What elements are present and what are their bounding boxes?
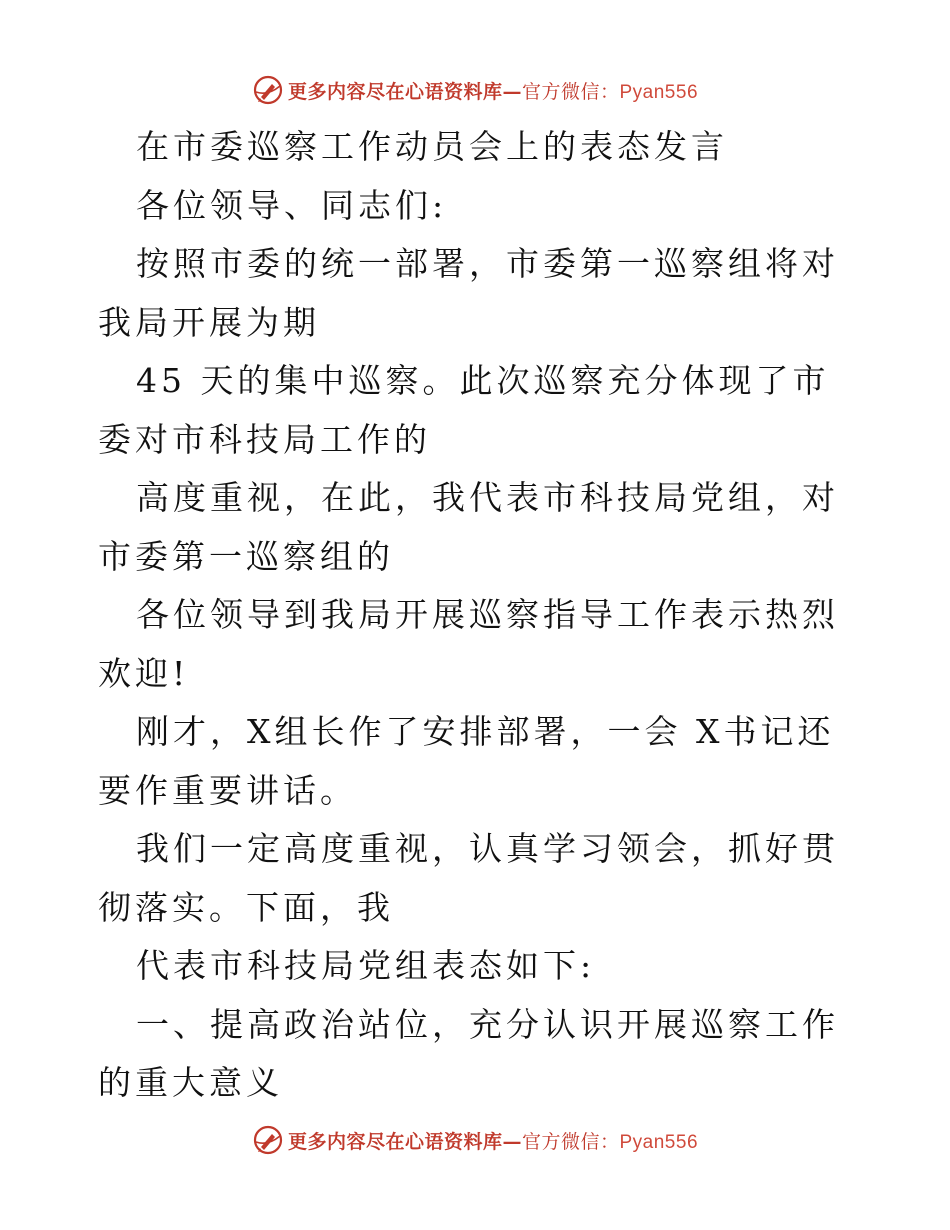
salutation: 各位领导、同志们: xyxy=(136,185,448,225)
header-banner-wechat: 官方微信： xyxy=(521,80,620,103)
pen-logo-icon xyxy=(252,1124,284,1156)
pen-logo-icon xyxy=(252,74,284,106)
paragraph: 高度重视，在此，我代表市科技局党组，对市委第一巡察组的 xyxy=(98,478,839,576)
paragraph: 我们一定高度重视，认真学习领会，抓好贯彻落实。下面，我 xyxy=(98,829,839,927)
footer-banner-wechat: 官方微信： xyxy=(521,1130,620,1153)
paragraph: 代表市科技局党组表态如下: xyxy=(136,946,596,985)
paragraph: 按照市委的统一部署，市委第一巡察组将对我局开展为期 xyxy=(98,244,839,342)
footer-banner-main: 更多内容尽在心语资料库 xyxy=(287,1130,503,1153)
document-title: 在市委巡察工作动员会上的表态发言 xyxy=(136,127,728,166)
header-banner-text xyxy=(288,77,698,104)
header-banner xyxy=(0,72,950,108)
paragraph: 各位领导到我局开展巡察指导工作表示热烈欢迎! xyxy=(98,595,839,693)
section-heading: 一、提高政治站位，充分认识开展巡察工作的重大意义 xyxy=(98,1004,839,1102)
paragraph: 刚才，X组长作了安排部署，一会 X书记还要作重要讲话。 xyxy=(98,712,835,810)
header-banner-dash: — xyxy=(502,80,522,103)
header-banner-main: 更多内容尽在心语资料库 xyxy=(287,80,503,103)
footer-banner-id: Pyan556 xyxy=(619,1131,699,1153)
footer-banner-text xyxy=(288,1127,698,1154)
paragraph: 45 天的集中巡察。此次巡察充分体现了市委对市科技局工作的 xyxy=(98,361,830,459)
footer-banner-dash: — xyxy=(502,1130,522,1153)
header-banner-id: Pyan556 xyxy=(619,81,699,103)
document-body xyxy=(98,118,858,1113)
footer-banner xyxy=(0,1122,950,1158)
